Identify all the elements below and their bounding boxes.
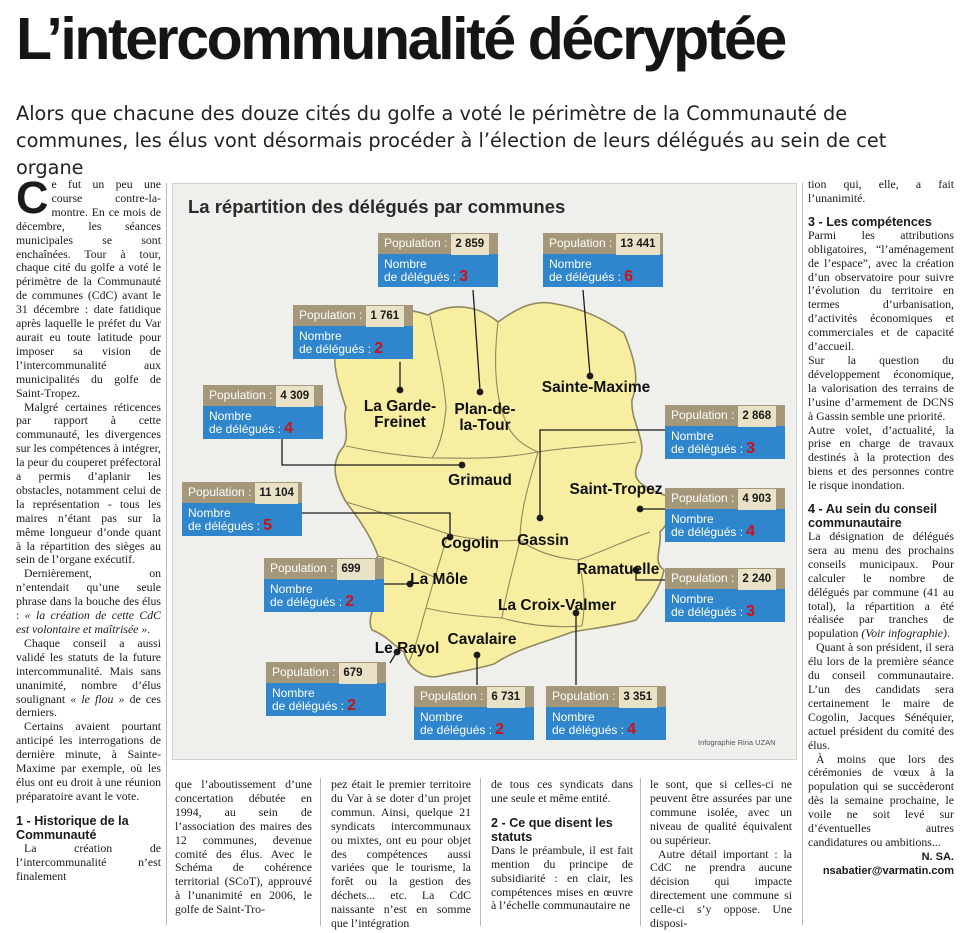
paragraph: Parmi les attributions obligatoires, “l’aménagement de l’espace”, avec la création d’un observatoire pour suivre l’évolution du territoire en termes d’urbanisation, d’activités économiques et commerciales et de capacité d’accueil. — [808, 227, 954, 354]
delegates-value: 6 — [624, 267, 633, 285]
label-saint-tropez: Saint-Tropez — [569, 481, 663, 498]
stat-box-ramatuelle — [665, 568, 785, 622]
delegates-label: Nombre — [549, 257, 592, 271]
label-ramatuelle: Ramatuelle — [576, 561, 660, 578]
delegates-row — [203, 406, 323, 439]
delegates-label: Nombre — [188, 506, 231, 520]
paragraph — [808, 530, 954, 641]
delegates-value: 4 — [627, 720, 636, 738]
label-line: La Garde- — [363, 398, 437, 415]
population-row — [264, 558, 384, 579]
stat-box-grimaud — [203, 385, 323, 439]
label-cavalaire: Cavalaire — [447, 631, 517, 648]
delegates-value: 3 — [746, 602, 755, 620]
label-grimaud: Grimaud — [448, 472, 512, 489]
delegates-label: Nombre — [384, 257, 427, 271]
paragraph: que l’aboutissement d’une concertation débutée en 1994, au sein de l’association des maires des 12 communes, devenue comité des élus. Avec le Schéma de cohérence territorial (SCoT), approuvé à l’unanimité en 2006, le golfe de Saint-Tro- — [175, 777, 312, 917]
population-value: 4 903 — [738, 489, 776, 510]
delegates-label: de délégués : — [549, 269, 622, 284]
label-cogolin: Cogolin — [441, 535, 499, 552]
section-heading: 1 - Historique de la Communauté — [16, 813, 129, 842]
delegates-label: Nombre — [552, 710, 595, 724]
delegates-label: Nombre — [671, 512, 714, 526]
dropcap: C — [16, 172, 49, 223]
column-rule — [480, 778, 481, 926]
delegates-value: 2 — [345, 592, 354, 610]
section-heading: 4 - Au sein du conseil communautaire — [808, 502, 937, 531]
text: de ces derniers. — [16, 691, 161, 720]
text: Dernièrement, on n’entendait qu’une seule phrase dans la bouche des élus : — [16, 566, 161, 623]
paragraph: Sur la question du développement économique, la valorisation des terrains de l’usine d’armement de DCNS à Gassin semble une priorité. — [808, 352, 954, 423]
delegates-label: Nombre — [209, 409, 252, 423]
paragraph: Quant à son président, il sera élu lors de la première séance du conseil communautaire. L’un des candidats sera certainement le maire de Cogolin, Jacques Sénéquier, actuel président du comité des élus. — [808, 640, 954, 752]
paragraph: Autre volet, d’actualité, la prise en charge de travaux destinés à la protection des biens et des personnes contre le risque inondation. — [808, 422, 954, 493]
delegates-row — [665, 589, 785, 622]
stat-box-la-croix-valmer — [546, 686, 666, 740]
stat-box-cavalaire — [414, 686, 534, 740]
population-row — [665, 488, 785, 509]
delegates-value: 2 — [374, 339, 383, 357]
population-row — [266, 662, 386, 683]
text: Chaque conseil a aussi validé les statuts de la future intercommunalité. Mais sans unanimité, nombre d’élus soulignant — [16, 635, 161, 706]
population-label: Population : — [552, 689, 616, 703]
delegates-label: Nombre — [270, 582, 313, 596]
population-label: Population : — [671, 491, 735, 505]
population-label: Population : — [549, 236, 613, 250]
population-row — [546, 686, 666, 707]
population-value: 6 731 — [487, 687, 525, 708]
delegates-label: de délégués : — [420, 722, 493, 737]
delegates-label: de délégués : — [209, 421, 282, 436]
paragraph: La création de l’intercommunalité n’est finalement — [16, 840, 161, 883]
article-column-8 — [808, 178, 954, 878]
infographic-title: La répartition des délégués par communes — [188, 196, 566, 217]
dot-gassin — [537, 515, 544, 522]
quote: « la création de cette CdC est volontaire et maîtrisée » — [16, 608, 162, 636]
delegates-value: 3 — [459, 267, 468, 285]
delegates-row — [182, 503, 302, 536]
delegates-value: 3 — [746, 439, 755, 457]
article-column-2 — [175, 778, 312, 917]
section-heading: 2 - Ce que disent les statuts — [491, 815, 613, 844]
population-row — [203, 385, 323, 406]
stat-box-la-garde-freinet — [293, 305, 413, 359]
delegates-label: Nombre — [671, 429, 714, 443]
page-title: L’intercommunalité décryptée — [16, 6, 785, 72]
delegates-row — [293, 326, 413, 359]
text: La désignation de délégués sera au menu des prochains conseils municipaux. Pour calculer le nombre de délégués par commune (41 au total), la répartition a été réalisée par tranches de population — [808, 529, 954, 641]
text: . — [946, 626, 950, 641]
delegates-value: 5 — [263, 516, 272, 534]
population-label: Population : — [384, 236, 448, 250]
delegates-label: Nombre — [272, 686, 315, 700]
delegates-row — [414, 707, 534, 740]
delegates-label: de délégués : — [272, 698, 345, 713]
dot-grimaud — [459, 462, 466, 469]
population-label: Population : — [209, 388, 273, 402]
label-plan-de-la-tour — [454, 402, 515, 434]
label-la-croix-valmer: La Croix-Valmer — [497, 597, 617, 614]
stat-box-plan-de-la-tour — [378, 233, 498, 287]
label-sainte-maxime: Sainte-Maxime — [541, 379, 651, 396]
delegates-value: 4 — [284, 419, 293, 437]
population-value: 4 309 — [276, 386, 314, 407]
delegates-row — [543, 254, 663, 287]
paragraph: de tous ces syndicats dans une seule et même entité. — [491, 777, 633, 805]
dot-saint-tropez — [637, 506, 644, 513]
delegates-label: de délégués : — [671, 441, 744, 456]
delegates-label: Nombre — [671, 592, 714, 606]
delegates-label: de délégués : — [270, 594, 343, 609]
author-email: nsabatier@varmatin.com — [822, 864, 954, 877]
paragraph: e fut un peu une course contre-la-montre. En ce mois de décembre, les séances municipales se sont enchaînées. Tour à tour, chaque cité du golfe a voté le périmètre de la Communauté de communes (CdC) avant le 31 décembre : date fatidique après laquelle le préfet du Var aurait eu toute latitude pour imposer sa vision de l’intercommunalité aux municipalités du golfe de Saint-Tropez. — [16, 177, 161, 400]
paragraph: tion qui, elle, a fait l’unanimité. — [808, 177, 954, 205]
reference: (Voir infographie) — [861, 626, 947, 641]
population-label: Population : — [420, 689, 484, 703]
population-label: Population : — [299, 308, 363, 322]
section-heading: 3 - Les compétences — [808, 214, 932, 229]
population-value: 679 — [339, 663, 377, 684]
label-line: Freinet — [374, 414, 426, 431]
population-value: 2 868 — [738, 406, 776, 427]
delegates-label: de délégués : — [671, 604, 744, 619]
delegates-label: Nombre — [420, 710, 463, 724]
dot-cavalaire — [474, 652, 481, 659]
delegates-label: Nombre — [299, 329, 342, 343]
text: . — [147, 622, 151, 636]
population-value: 11 104 — [255, 483, 298, 504]
stat-box-le-rayol — [266, 662, 386, 716]
label-line: Plan-de- — [454, 401, 516, 418]
delegates-label: de délégués : — [188, 518, 261, 533]
dot-la-garde-freinet — [397, 387, 404, 394]
stat-box-sainte-maxime — [543, 233, 663, 287]
stat-box-la-mole — [264, 558, 384, 612]
paragraph: le sont, que si celles-ci ne peuvent être assurées par une commune isolée, avec un niveau de qualité équivalent ou supérieur. — [650, 777, 792, 847]
population-value: 2 859 — [451, 234, 489, 255]
population-value: 2 240 — [738, 569, 776, 590]
infographic-credit: Infographie Rina UZAN — [698, 738, 776, 747]
delegates-label: de délégués : — [552, 722, 625, 737]
article-column-4 — [491, 778, 633, 913]
dot-plan-de-la-tour — [477, 389, 484, 396]
population-value: 699 — [337, 559, 375, 580]
population-row — [414, 686, 534, 707]
population-row — [182, 482, 302, 503]
delegates-row — [546, 707, 666, 740]
label-gassin: Gassin — [517, 532, 569, 549]
stat-box-gassin — [665, 405, 785, 459]
delegates-row — [665, 426, 785, 459]
population-value: 3 351 — [619, 687, 657, 708]
paragraph: Autre détail important : la CdC ne prendra aucune décision qui impacte directement une commune si celle-ci s’y oppose. Une disposi- — [650, 846, 792, 931]
paragraph: À moins que lors des cérémonies de vœux à la population qui se succèderont dès la semaine prochaine, le voile ne soit levé sur d’éventuelles autres candidatures ou ambitions... — [808, 751, 954, 849]
delegates-value: 2 — [347, 696, 356, 714]
population-row — [665, 405, 785, 426]
population-row — [543, 233, 663, 254]
population-label: Population : — [671, 571, 735, 585]
subtitle: Alors que chacune des douze cités du golfe a voté le périmètre de la Communauté de communes, les élus vont désormais procéder à l’élection de leurs délégués au sein de cet organe — [16, 102, 887, 179]
paragraph: Malgré certaines réticences par rapport à cette communauté, les divergences sur les compétences à intégrer, la peur du couperet préfectoral a permis d’aplanir les obstacles, notamment celui de la représentation - tous les maires n’étant pas sur la même longueur d’onde quant à la répartition des sièges au sein de l’organe exécutif. — [16, 399, 161, 567]
population-row — [378, 233, 498, 254]
paragraph: pez était le premier territoire du Var à se doter d’un projet commun. Ainsi, quelque 21 syndicats intercommunaux ou mixtes, ont eu pour objet des compétences aussi variées que le tourisme, la forêt ou la gestion des déchets... etc. La CdC naissante n’est en somme que l’intégration — [331, 777, 471, 931]
delegates-row — [266, 683, 386, 716]
delegates-row — [665, 509, 785, 542]
label-la-garde-freinet — [364, 399, 436, 431]
delegates-row — [264, 579, 384, 612]
column-rule — [640, 778, 641, 926]
stat-box-saint-tropez — [665, 488, 785, 542]
paragraph: Certains avaient pourtant anticipé les interrogations de dernière minute, à Sainte-Maxime par exemple, où les élus ont eu droit à une réunion préparatoire avant le vote. — [16, 719, 161, 803]
population-label: Population : — [671, 408, 735, 422]
label-line: la-Tour — [459, 417, 511, 434]
author-signature: N. SA. — [921, 850, 954, 863]
delegates-value: 4 — [746, 522, 755, 540]
delegates-label: de délégués : — [384, 269, 457, 284]
column-rule — [320, 778, 321, 926]
delegates-value: 2 — [495, 720, 504, 738]
quote: « le flou » — [70, 691, 125, 706]
delegates-row — [378, 254, 498, 287]
article-column-5 — [650, 778, 792, 931]
population-label: Population : — [270, 561, 334, 575]
population-label: Population : — [188, 485, 252, 499]
delegates-label: de délégués : — [671, 524, 744, 539]
stat-box-cogolin — [182, 482, 302, 536]
article-column-3 — [331, 778, 471, 931]
label-la-mole: La Môle — [410, 571, 468, 588]
population-row — [293, 305, 413, 326]
population-row — [665, 568, 785, 589]
paragraph: Dans le préambule, il est fait mention du principe de subsidiarité : en clair, les compétences mises en œuvre à l’échelle communautaire ne — [491, 842, 633, 913]
label-le-rayol: Le Rayol — [374, 640, 440, 657]
population-label: Population : — [272, 665, 336, 679]
delegates-label: de délégués : — [299, 341, 372, 356]
population-value: 1 761 — [366, 306, 404, 327]
population-value: 13 441 — [616, 234, 659, 255]
